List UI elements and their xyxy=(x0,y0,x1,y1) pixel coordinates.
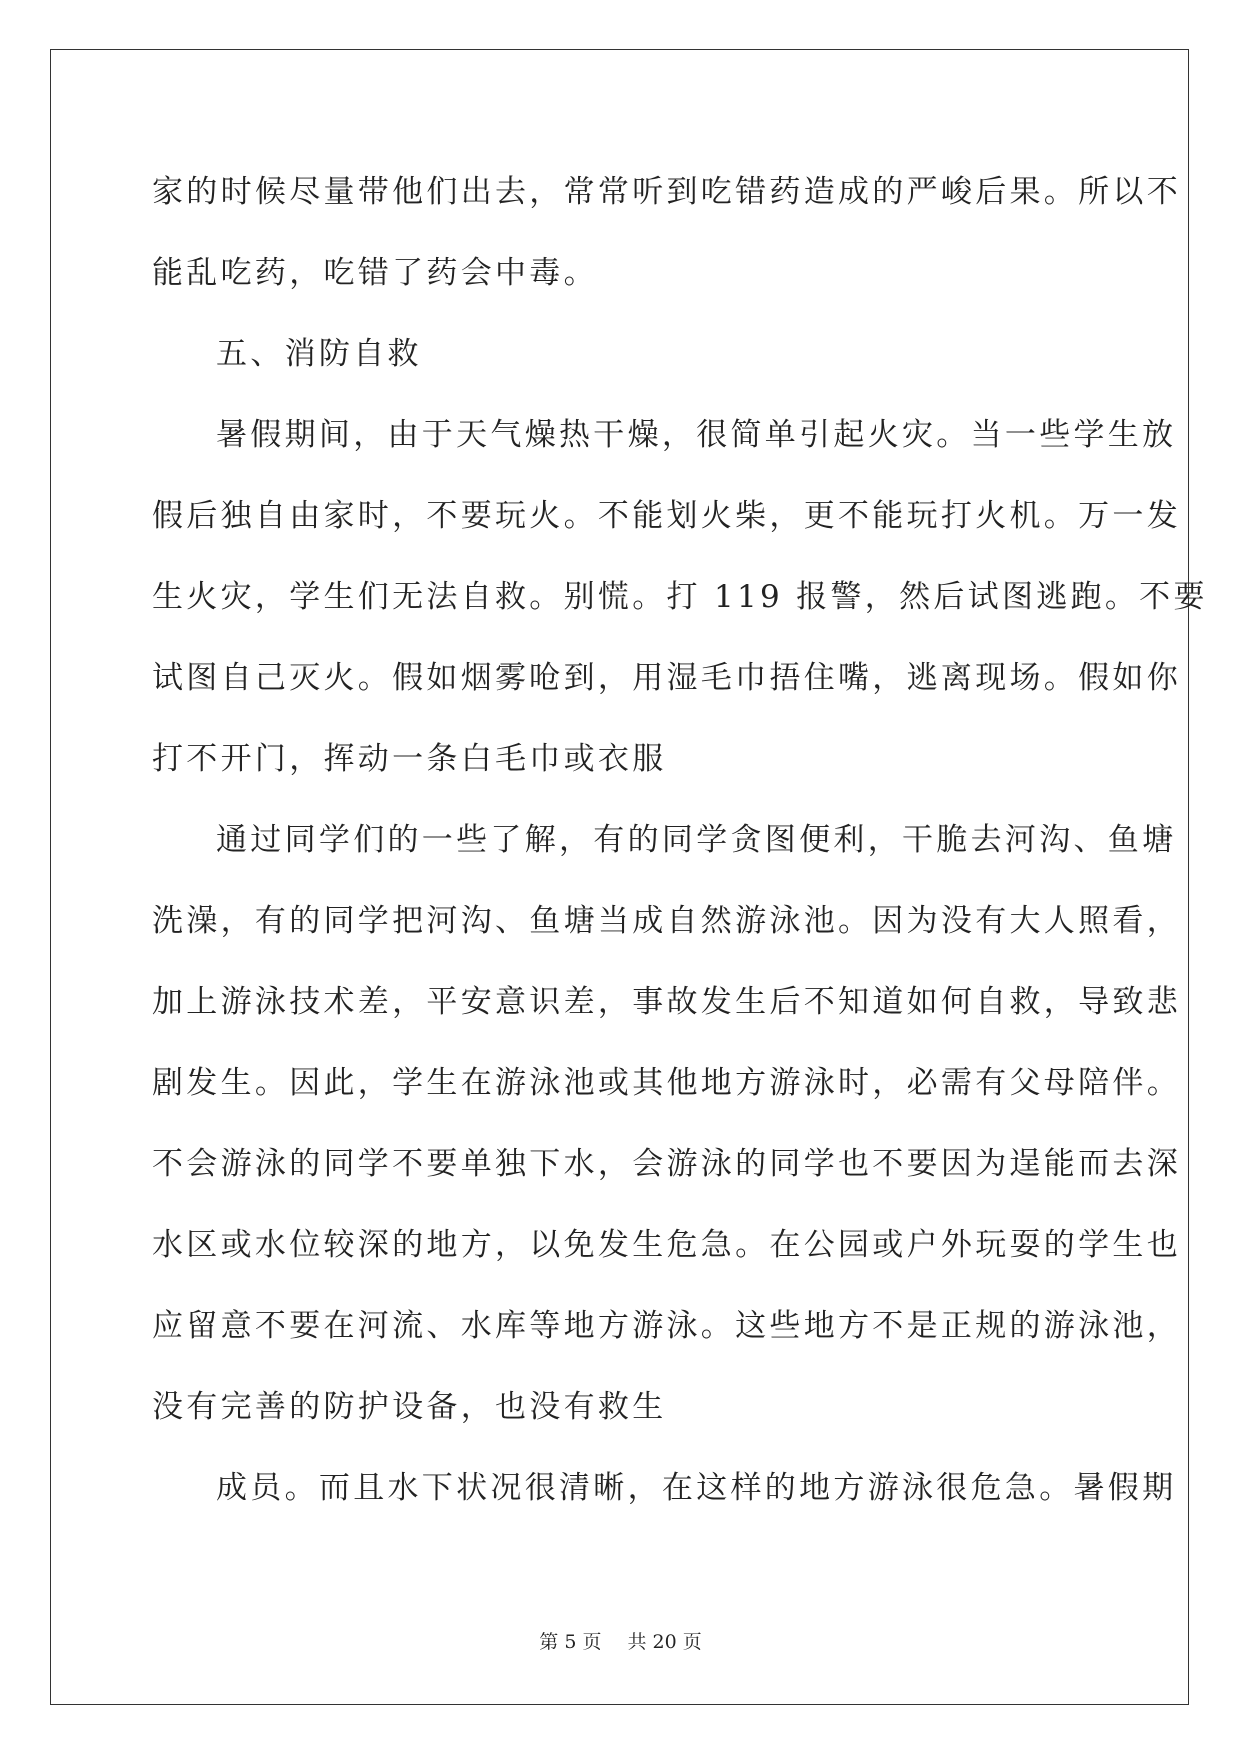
body-line: 加上游泳技术差，平安意识差，事故发生后不知道如何自救，导致悲 xyxy=(152,984,1181,1020)
body-line: 暑假期间，由于天气燥热干燥，很简单引起火灾。当一些学生放 xyxy=(216,417,1177,453)
page-number: 第 5 页 xyxy=(539,1631,602,1653)
body-line: 试图自己灭火。假如烟雾呛到，用湿毛巾捂住嘴，逃离现场。假如你 xyxy=(152,660,1181,696)
body-line: 打不开门，挥动一条白毛巾或衣服 xyxy=(152,741,667,777)
body-line: 水区或水位较深的地方，以免发生危急。在公园或户外玩耍的学生也 xyxy=(152,1227,1181,1263)
page-border xyxy=(50,49,1208,1705)
body-line: 能乱吃药，吃错了药会中毒。 xyxy=(152,255,598,291)
body-line: 假后独自由家时，不要玩火。不能划火柴，更不能玩打火机。万一发 xyxy=(152,498,1181,534)
body-line: 成员。而且水下状况很清晰，在这样的地方游泳很危急。暑假期 xyxy=(216,1470,1177,1506)
body-line: 应留意不要在河流、水库等地方游泳。这些地方不是正规的游泳池， xyxy=(152,1308,1181,1344)
section-heading: 五、消防自救 xyxy=(216,336,422,372)
body-line: 不会游泳的同学不要单独下水，会游泳的同学也不要因为逞能而去深 xyxy=(152,1146,1181,1182)
body-line: 没有完善的防护设备，也没有救生 xyxy=(152,1389,667,1425)
body-line: 洗澡，有的同学把河沟、鱼塘当成自然游泳池。因为没有大人照看， xyxy=(152,903,1181,939)
body-line: 家的时候尽量带他们出去，常常听到吃错药造成的严峻后果。所以不 xyxy=(152,174,1181,210)
body-line: 通过同学们的一些了解，有的同学贪图便利，干脆去河沟、鱼塘 xyxy=(216,822,1177,858)
page-total: 共 20 页 xyxy=(627,1631,702,1653)
body-line: 剧发生。因此，学生在游泳池或其他地方游泳时，必需有父母陪伴。 xyxy=(152,1065,1181,1101)
page-footer xyxy=(0,1630,1241,1654)
body-line: 生火灾，学生们无法自救。别慌。打 119 报警，然后试图逃跑。不要 xyxy=(152,579,1208,615)
